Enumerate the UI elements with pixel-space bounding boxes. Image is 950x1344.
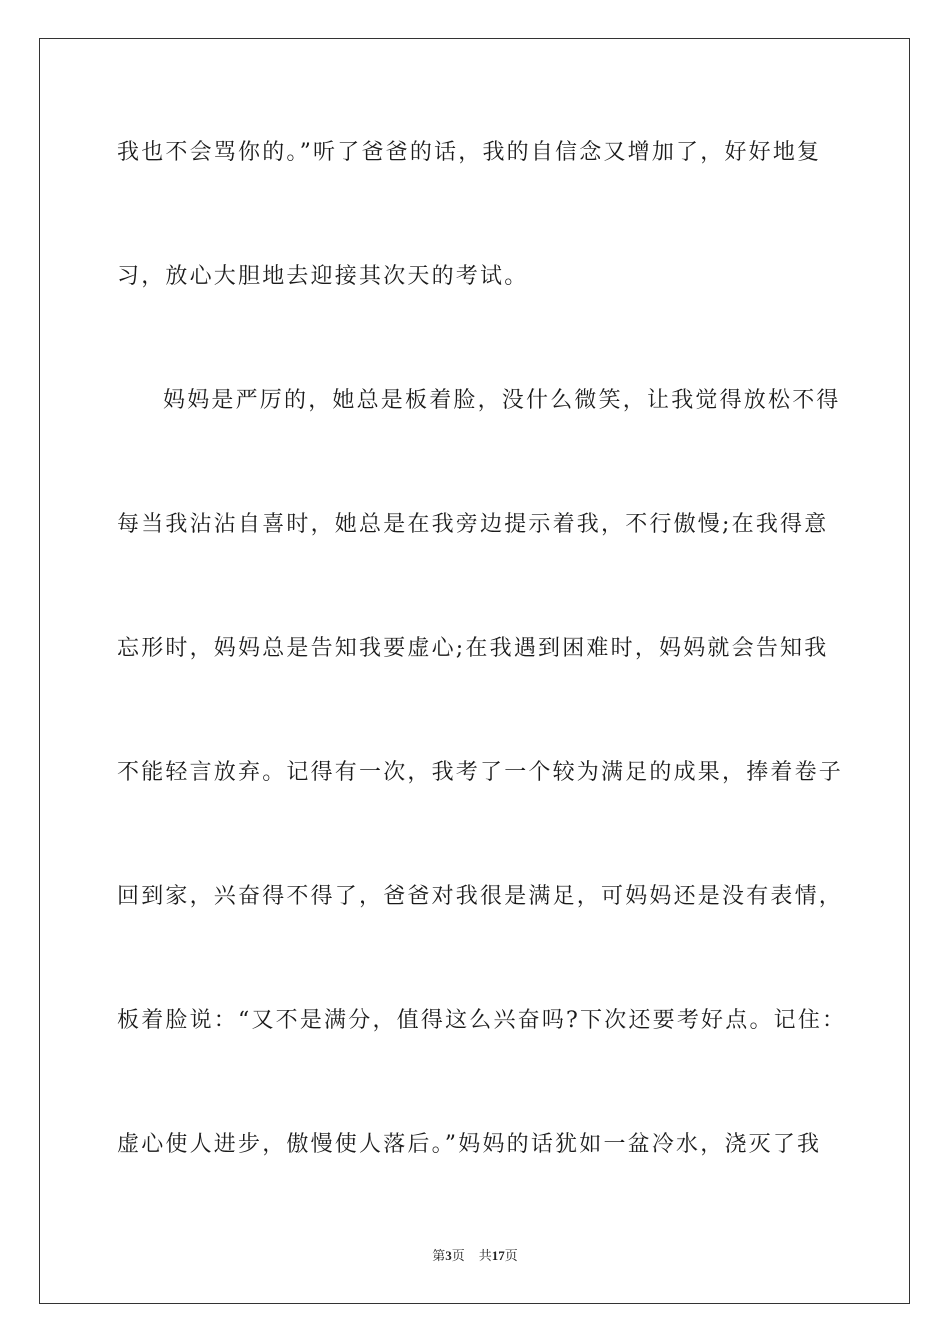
total-suffix: 页 bbox=[504, 1248, 518, 1263]
text-line: 不能轻言放弃。记得有一次，我考了一个较为满足的成果，捧着卷子 bbox=[117, 760, 844, 785]
text-line: 忘形时，妈妈总是告知我要虚心;在我遇到困难时，妈妈就会告知我 bbox=[117, 636, 829, 661]
page-suffix: 页 bbox=[451, 1248, 465, 1263]
text-line: 习，放心大胆地去迎接其次天的考试。 bbox=[117, 264, 529, 289]
page-border bbox=[39, 38, 910, 1304]
paragraph-first-line: 妈妈是严厉的，她总是板着脸，没什么微笑，让我觉得放松不得 bbox=[163, 388, 841, 413]
total-pages: 17 bbox=[491, 1248, 505, 1263]
page-footer bbox=[0, 1247, 950, 1265]
text-line: 我也不会骂你的。”听了爸爸的话，我的自信念又增加了，好好地复 bbox=[117, 140, 822, 165]
text-line: 板着脸说：“又不是满分，值得这么兴奋吗?下次还要考好点。记住： bbox=[117, 1008, 847, 1033]
text-line: 每当我沾沾自喜时，她总是在我旁边提示着我，不行傲慢;在我得意 bbox=[117, 512, 829, 537]
text-line: 回到家，兴奋得不得了，爸爸对我很是满足，可妈妈还是没有表情， bbox=[117, 884, 844, 909]
page-number: 3 bbox=[445, 1248, 452, 1263]
total-prefix: 共 bbox=[478, 1248, 492, 1263]
page-prefix: 第 bbox=[432, 1248, 446, 1263]
text-line: 虚心使人进步，傲慢使人落后。”妈妈的话犹如一盆冷水，浇灭了我 bbox=[117, 1132, 822, 1157]
